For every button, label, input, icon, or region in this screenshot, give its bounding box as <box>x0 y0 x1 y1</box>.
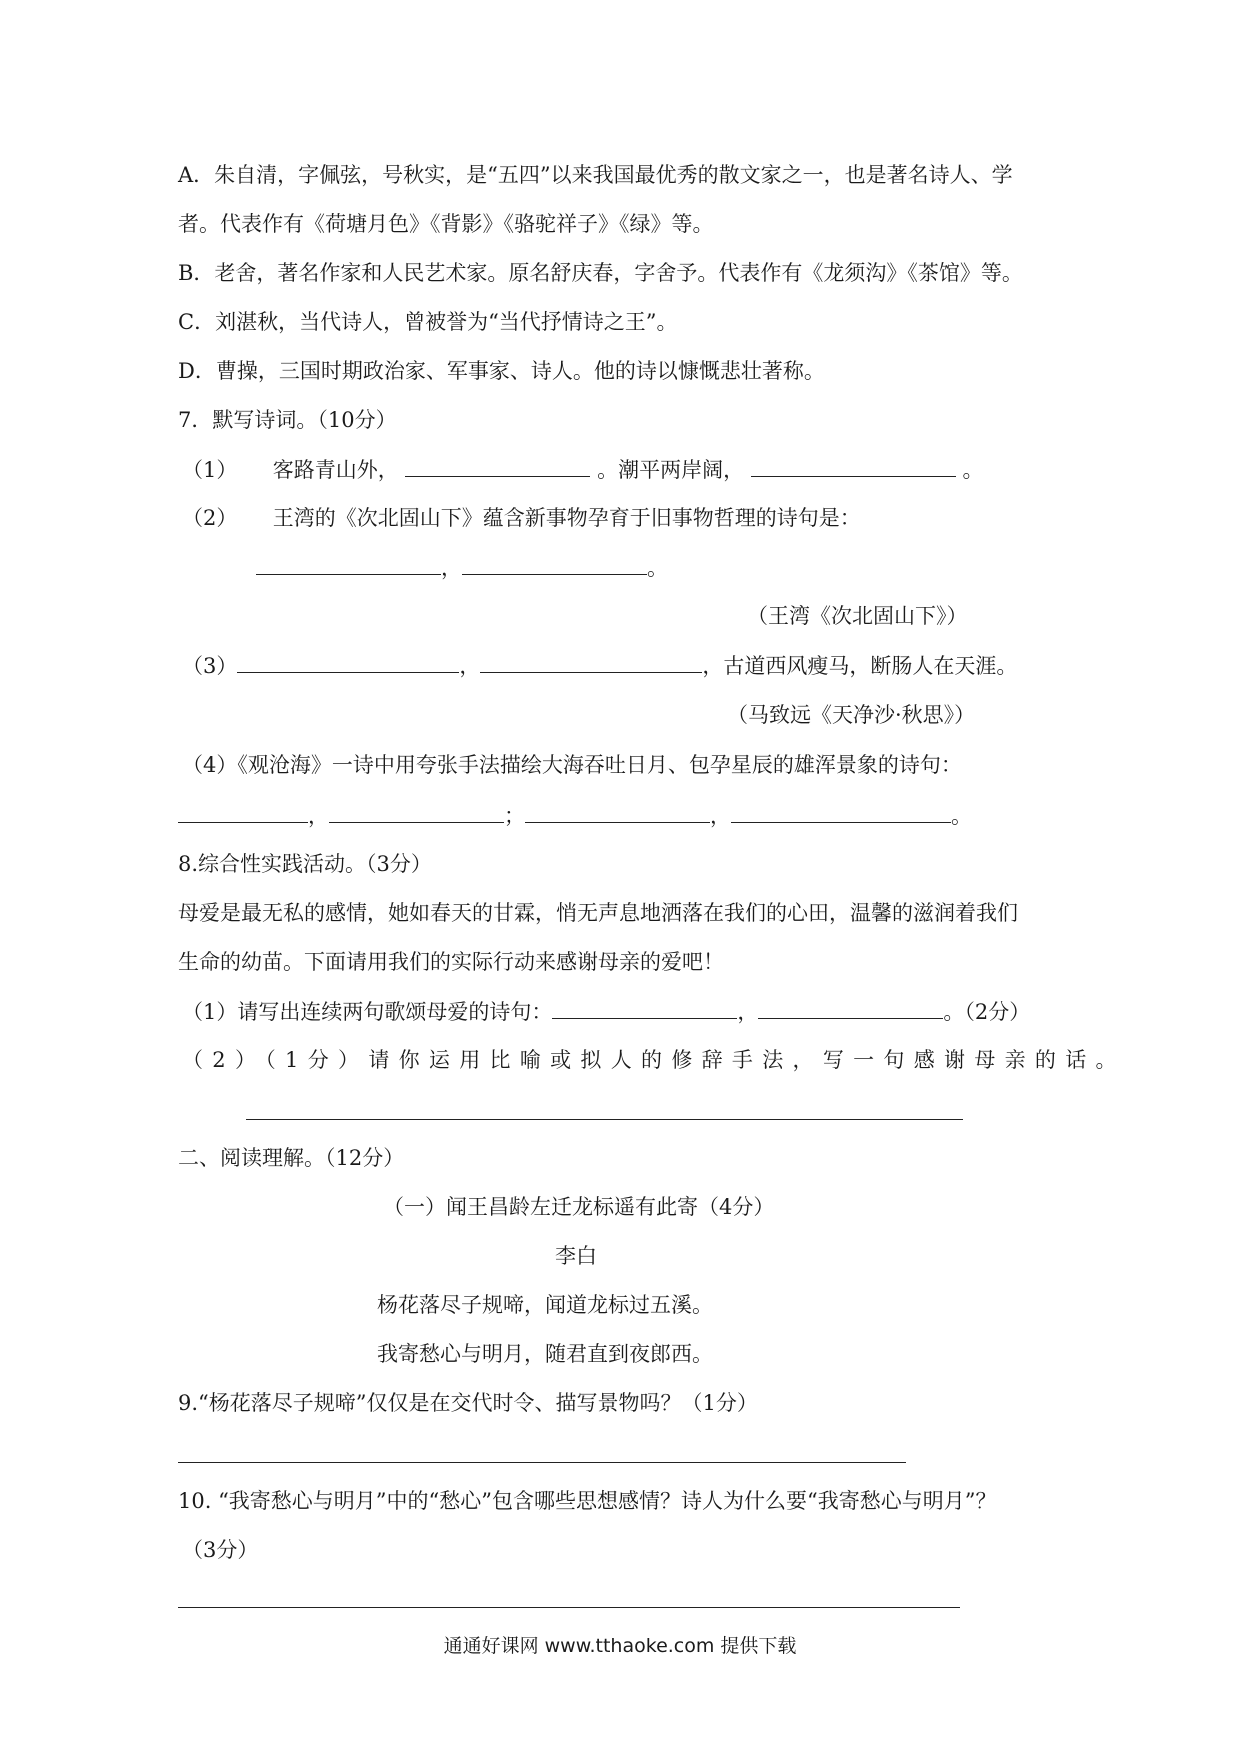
option-b: B．老舍，著名作家和人民艺术家。原名舒庆春，字舍予。代表作有《龙须沟》《茶馆》等。 <box>178 261 1023 285</box>
q7-p2-number: （2） <box>182 506 238 530</box>
q7-p1-text-b: 。潮平两岸阔， <box>597 458 745 482</box>
q7-p1-text-a: 客路青山外， <box>272 458 399 482</box>
q7-p2-end: 。 <box>647 556 668 580</box>
q7-p1-blank-2[interactable] <box>751 454 956 477</box>
q8-p1-separator: ， <box>737 1000 759 1024</box>
q7-p1-blank-1[interactable] <box>405 454 590 477</box>
q8-part1 <box>182 996 1030 1027</box>
q7-p4-blank-1[interactable] <box>178 800 308 823</box>
q9-text: 9.“杨花落尽子规啼”仅仅是在交代时令、描写景物吗？（1分） <box>178 1391 758 1415</box>
q8-p1-blank-2[interactable] <box>758 996 943 1019</box>
q7-p4-sep-2: ； <box>504 804 525 828</box>
q7-p4-sep-1: ， <box>308 804 329 828</box>
q7-p3-source: （马致远《天净沙·秋思》） <box>727 703 976 727</box>
poem-title: （一）闻王昌龄左迁龙标遥有此寄（4分） <box>383 1195 775 1219</box>
q7-part2-answer <box>256 552 668 583</box>
q7-p3-blank-1[interactable] <box>237 650 459 673</box>
footer-text: 通通好课网 www.tthaoke.com 提供下载 <box>443 1635 797 1657</box>
q8-p2-answer-line[interactable] <box>246 1119 963 1120</box>
q7-p2-separator: ， <box>441 556 462 580</box>
option-a-line2: 者。代表作有《荷塘月色》《背影》《骆驼祥子》《绿》等。 <box>178 212 714 236</box>
q9-answer-line[interactable] <box>178 1462 906 1463</box>
poem-line-1: 杨花落尽子规啼，闻道龙标过五溪。 <box>377 1293 713 1317</box>
q8-intro-line1: 母爱是最无私的感情，她如春天的甘霖，悄无声息地洒落在我们的心田，温馨的滋润着我们 <box>178 901 1018 925</box>
q7-p4-blank-2[interactable] <box>329 800 504 823</box>
q7-p3-number: （3） <box>182 654 238 678</box>
q7-p3-text: ，古道西风瘦马，断肠人在天涯。 <box>702 654 1018 678</box>
q7-p4-end: 。 <box>951 804 972 828</box>
q7-part1 <box>182 454 984 485</box>
q7-p4-text: （4）《观沧海》一诗中用夸张手法描绘大海吞吐日月、包孕星辰的雄浑景象的诗句： <box>182 753 962 777</box>
q7-title: 7．默写诗词。（10分） <box>178 408 397 432</box>
poem-author: 李白 <box>555 1244 597 1268</box>
option-a-line1: A．朱自清，字佩弦，号秋实，是“五四”以来我国最优秀的散文家之一，也是著名诗人、学 <box>178 163 1013 187</box>
option-d: D．曹操，三国时期政治家、军事家、诗人。他的诗以慷慨悲壮著称。 <box>178 359 825 383</box>
q7-p3-separator: ， <box>459 654 481 678</box>
q7-p3-blank-2[interactable] <box>480 650 702 673</box>
q8-p1-blank-1[interactable] <box>552 996 737 1019</box>
q8-title: 8.综合性实践活动。（3分） <box>178 852 432 876</box>
q7-p4-blank-3[interactable] <box>525 800 710 823</box>
poem-line-2: 我寄愁心与明月，随君直到夜郎西。 <box>377 1342 713 1366</box>
q7-part2 <box>182 503 861 533</box>
q7-p4-blank-4[interactable] <box>731 800 951 823</box>
q8-intro-line2: 生命的幼苗。下面请用我们的实际行动来感谢母亲的爱吧！ <box>178 950 724 974</box>
q8-p1-text: （1）请写出连续两句歌颂母爱的诗句： <box>182 1000 553 1024</box>
q8-p2-text: （2）（1分）请你运用比喻或拟人的修辞手法，写一句感谢母亲的话。 <box>182 1048 1126 1072</box>
q10-line2: （3分） <box>182 1538 259 1562</box>
q7-part3 <box>182 650 1017 681</box>
q7-p2-blank-1[interactable] <box>256 552 441 575</box>
q10-answer-line[interactable] <box>178 1607 960 1608</box>
q7-p4-sep-3: ， <box>710 804 731 828</box>
option-c: C．刘湛秋，当代诗人，曾被誉为“当代抒情诗之王”。 <box>178 310 678 334</box>
q8-p1-end: 。（2分） <box>943 1000 1031 1024</box>
q7-part4-answer <box>178 800 972 831</box>
q7-p2-text: 王湾的《次北固山下》蕴含新事物孕育于旧事物哲理的诗句是： <box>272 506 861 530</box>
q10-line1: 10. “我寄愁心与明月”中的“愁心”包含哪些思想感情？诗人为什么要“我寄愁心与明月”？ <box>178 1489 997 1513</box>
q7-p2-blank-2[interactable] <box>462 552 647 575</box>
q7-p1-text-c: 。 <box>962 458 984 482</box>
section2-title: 二、阅读理解。（12分） <box>178 1146 405 1170</box>
q7-p2-source: （王湾《次北固山下》） <box>747 604 968 628</box>
q7-p1-number: （1） <box>182 458 238 482</box>
